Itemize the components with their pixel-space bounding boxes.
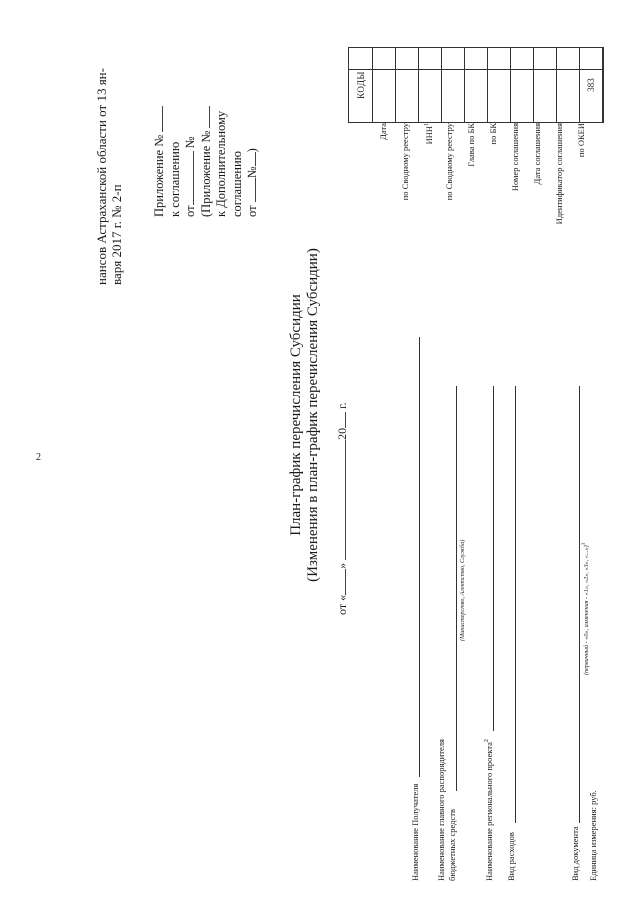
recipient-label: Наименование Получателя (410, 783, 420, 881)
label-inn-footnote: 1 (424, 123, 430, 126)
regional-project-footnote: 2 (484, 739, 491, 743)
appendix-from-label: от (183, 205, 197, 217)
supplementary-appendix-label: (Приложение № (198, 130, 213, 217)
supplementary-no-label: № (245, 166, 259, 179)
header-line-1: нансов Астраханской области от 13 ян- (94, 68, 109, 285)
code-cell-bk (488, 48, 511, 122)
code-cell-date (373, 48, 396, 122)
label-inn-text: ИНН (423, 126, 434, 145)
chief-admin-label-2: бюджетных средств (447, 809, 457, 881)
document-type-underline (579, 386, 580, 823)
label-agreement-number: Номер соглашения (510, 123, 520, 192)
supplementary-from-label: от (245, 205, 259, 217)
supplementary-close-paren: ) (245, 148, 259, 153)
code-labels (348, 123, 592, 305)
day-blank (335, 569, 346, 595)
code-cell-agreement-number (511, 48, 534, 122)
date-from-label: от « (335, 594, 349, 615)
code-cell-register-2 (442, 48, 465, 122)
month-blank (335, 440, 346, 560)
appendix-no-label: № (183, 136, 197, 149)
regional-project-text: Наименование регионального проекта (484, 742, 494, 881)
codes-header: КОДЫ (349, 48, 373, 122)
title-sub: (Изменения в план-график перечисления Субсидии) (305, 248, 321, 582)
document-type-footnote: 3 (582, 542, 587, 546)
code-cell-inn (419, 48, 442, 122)
expense-type-label: Вид расходов (506, 832, 516, 881)
appendix-label: Приложение № (152, 134, 166, 217)
recipient-underline (419, 337, 420, 777)
resolution-header (94, 68, 124, 285)
code-cell-register (396, 48, 419, 122)
document-type-label: Вид документа (570, 826, 580, 881)
form-fields (410, 301, 640, 881)
supplementary-ref-2: соглашению (229, 151, 244, 217)
code-cell-bk-chapter (465, 48, 488, 122)
chief-admin-label-1: Наименование главного распорядителя (436, 739, 446, 881)
code-label-spacer (348, 123, 372, 305)
document-type-hint-text: (первичный - «0», изменения - «1», «2», «3», «...») (583, 545, 591, 675)
supplementary-date-blank (245, 178, 256, 202)
appendix-number-blank (152, 106, 163, 132)
appendix-block (152, 106, 261, 217)
date-line (335, 402, 350, 615)
header-line-2: варя 2017 г. № 2-п (109, 184, 124, 285)
supplementary-number-blank-2 (245, 152, 256, 166)
label-by-bk: по БК (488, 123, 498, 145)
label-inn (416, 123, 438, 305)
page-number: 2 (36, 452, 41, 463)
label-consolidated-register-2: по Сводному реестру (444, 123, 454, 201)
year-suffix: г. (335, 402, 349, 409)
supplementary-number-blank (199, 106, 210, 128)
appendix-date-blank (183, 151, 194, 205)
unit-label: Единица измерения: руб. (588, 790, 598, 881)
code-cell-agreement-date (534, 48, 557, 122)
code-cell-agreement-id (557, 48, 580, 122)
expense-type-underline (515, 386, 516, 823)
chief-admin-hint: (Министерство, Агентство, Служба) (459, 539, 466, 641)
year-prefix: 20 (335, 427, 349, 440)
codes-table (348, 47, 604, 123)
chief-admin-underline (456, 386, 457, 791)
label-date: Дата (378, 123, 388, 140)
code-cell-okei: 383 (580, 48, 603, 122)
title-main: План-график перечисления Субсидии (288, 294, 304, 536)
regional-project-underline (493, 386, 494, 731)
date-quote-close: » (335, 562, 349, 569)
codes-column-divider (349, 69, 603, 70)
document-type-hint (582, 543, 590, 675)
supplementary-ref-1: к Дополнительному (214, 110, 228, 217)
label-agreement-id: Идентификатор соглашения (554, 123, 564, 225)
label-okei: по ОКЕИ (576, 123, 586, 158)
label-agreement-date: Дата соглашения (532, 123, 542, 185)
regional-project-label (484, 739, 494, 881)
document-title (288, 185, 322, 645)
label-bk-chapter: Глава по БК (466, 123, 476, 167)
year-blank (335, 412, 346, 428)
appendix-agreement-ref: к соглашению (167, 141, 182, 217)
label-consolidated-register: по Сводному реестру (400, 123, 410, 201)
